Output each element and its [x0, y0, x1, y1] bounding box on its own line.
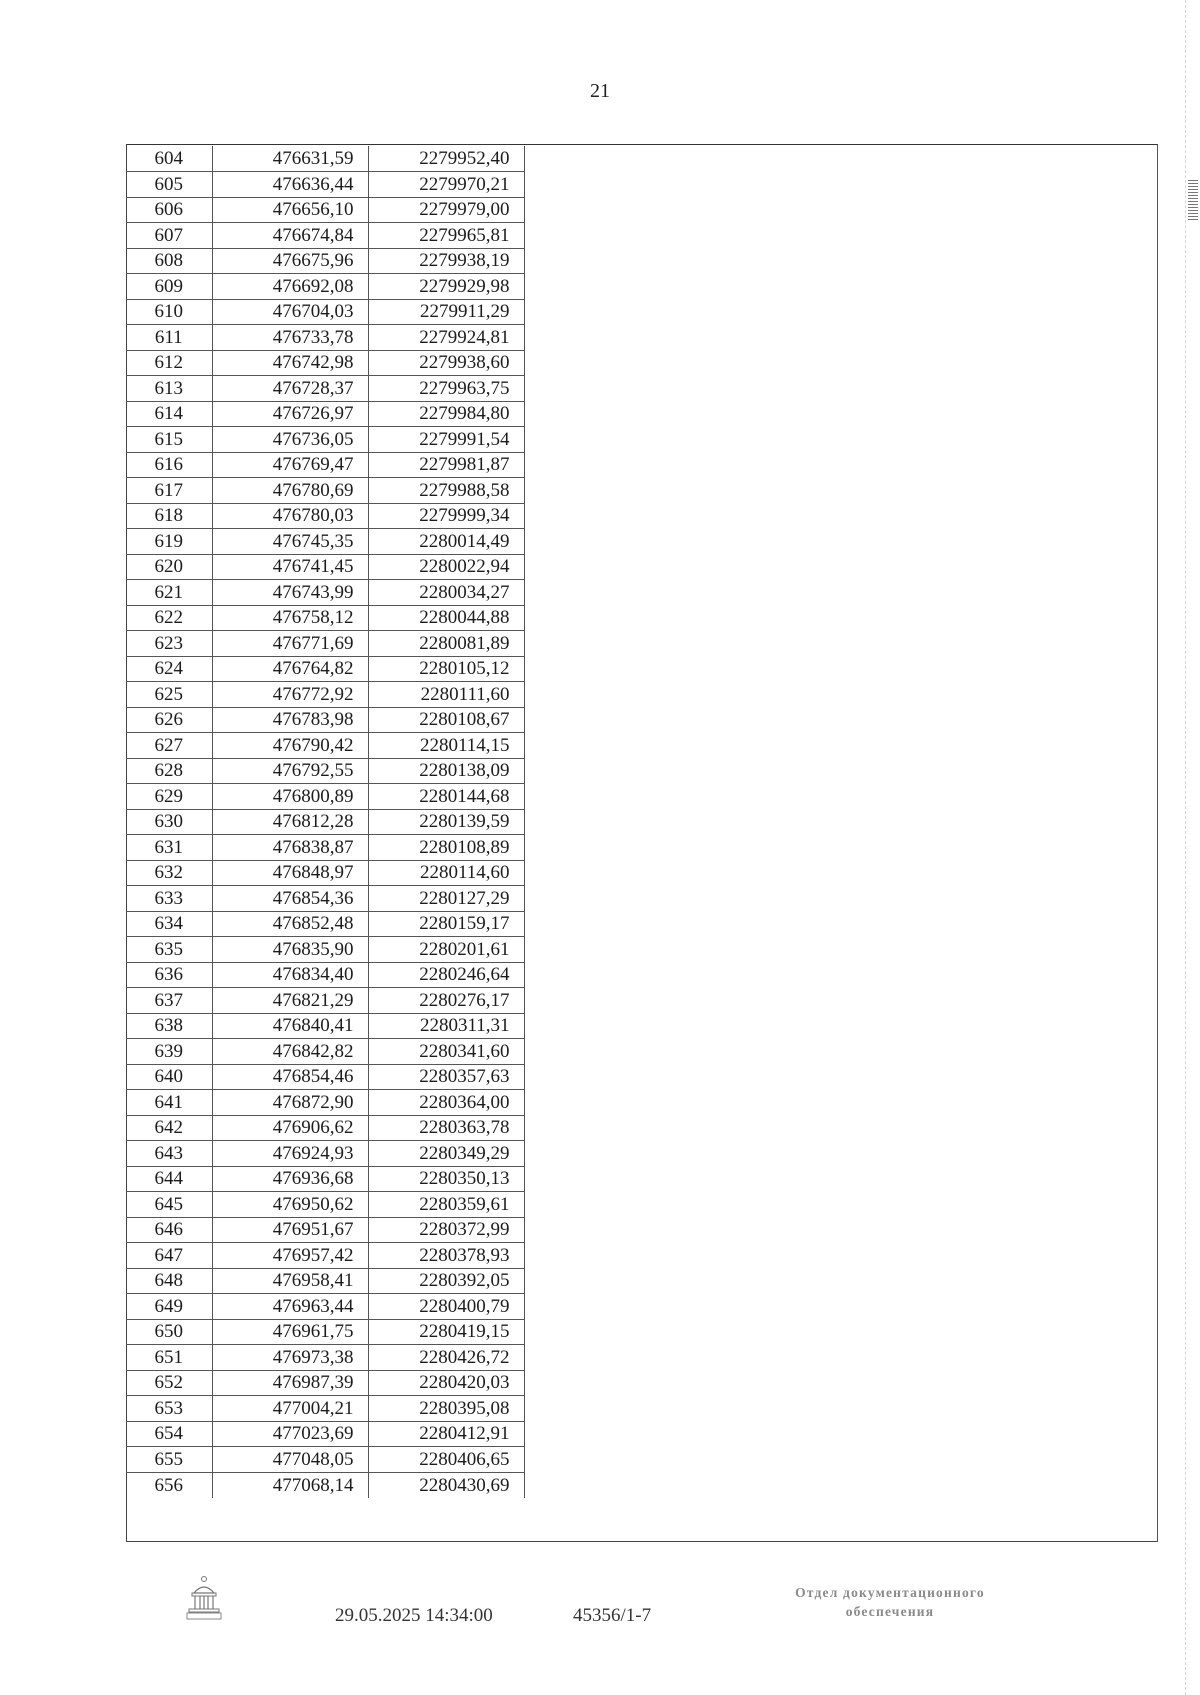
y-coordinate-cell: 2279991,54: [368, 427, 524, 453]
point-number-cell: 612: [126, 350, 212, 376]
table-row: [126, 860, 524, 886]
x-coordinate-cell: 476745,35: [212, 529, 368, 555]
table-row: [126, 554, 524, 580]
y-coordinate-cell: 2280359,61: [368, 1192, 524, 1218]
table-row: [126, 197, 524, 223]
y-coordinate-cell: 2280363,78: [368, 1115, 524, 1141]
point-number-cell: 652: [126, 1370, 212, 1396]
x-coordinate-cell: 476733,78: [212, 325, 368, 351]
y-coordinate-cell: 2280426,72: [368, 1345, 524, 1371]
x-coordinate-cell: 476631,59: [212, 146, 368, 172]
table-row: [126, 1472, 524, 1498]
table-row: [126, 1294, 524, 1320]
x-coordinate-cell: 476704,03: [212, 299, 368, 325]
point-number-cell: 619: [126, 529, 212, 555]
point-number-cell: 623: [126, 631, 212, 657]
table-row: [126, 325, 524, 351]
x-coordinate-cell: 476769,47: [212, 452, 368, 478]
coordinates-table-body: [126, 146, 524, 1498]
x-coordinate-cell: 476906,62: [212, 1115, 368, 1141]
x-coordinate-cell: 476812,28: [212, 809, 368, 835]
table-row: [126, 580, 524, 606]
point-number-cell: 650: [126, 1319, 212, 1345]
x-coordinate-cell: 476790,42: [212, 733, 368, 759]
x-coordinate-cell: 476958,41: [212, 1268, 368, 1294]
x-coordinate-cell: 476792,55: [212, 758, 368, 784]
y-coordinate-cell: 2280276,17: [368, 988, 524, 1014]
y-coordinate-cell: 2280022,94: [368, 554, 524, 580]
y-coordinate-cell: 2280311,31: [368, 1013, 524, 1039]
table-row: [126, 809, 524, 835]
x-coordinate-cell: 476692,08: [212, 274, 368, 300]
point-number-cell: 645: [126, 1192, 212, 1218]
point-number-cell: 643: [126, 1141, 212, 1167]
x-coordinate-cell: 476636,44: [212, 172, 368, 198]
point-number-cell: 641: [126, 1090, 212, 1116]
y-coordinate-cell: 2280430,69: [368, 1472, 524, 1498]
x-coordinate-cell: 476872,90: [212, 1090, 368, 1116]
point-number-cell: 617: [126, 478, 212, 504]
x-coordinate-cell: 476838,87: [212, 835, 368, 861]
y-coordinate-cell: 2280159,17: [368, 911, 524, 937]
point-number-cell: 627: [126, 733, 212, 759]
x-coordinate-cell: 476961,75: [212, 1319, 368, 1345]
scan-edge-marks: [1185, 0, 1200, 1695]
table-row: [126, 1447, 524, 1473]
y-coordinate-cell: 2280349,29: [368, 1141, 524, 1167]
point-number-cell: 625: [126, 682, 212, 708]
point-number-cell: 620: [126, 554, 212, 580]
table-row: [126, 146, 524, 172]
y-coordinate-cell: 2280246,64: [368, 962, 524, 988]
point-number-cell: 635: [126, 937, 212, 963]
y-coordinate-cell: 2280395,08: [368, 1396, 524, 1422]
y-coordinate-cell: 2280420,03: [368, 1370, 524, 1396]
y-coordinate-cell: 2280127,29: [368, 886, 524, 912]
point-number-cell: 607: [126, 223, 212, 249]
edge-barcode-icon: [1188, 180, 1198, 220]
x-coordinate-cell: 476656,10: [212, 197, 368, 223]
point-number-cell: 651: [126, 1345, 212, 1371]
table-row: [126, 631, 524, 657]
x-coordinate-cell: 476780,69: [212, 478, 368, 504]
table-row: [126, 503, 524, 529]
x-coordinate-cell: 476936,68: [212, 1166, 368, 1192]
x-coordinate-cell: 476854,46: [212, 1064, 368, 1090]
x-coordinate-cell: 476987,39: [212, 1370, 368, 1396]
point-number-cell: 656: [126, 1472, 212, 1498]
table-row: [126, 376, 524, 402]
y-coordinate-cell: 2280372,99: [368, 1217, 524, 1243]
x-coordinate-cell: 476924,93: [212, 1141, 368, 1167]
table-row: [126, 1319, 524, 1345]
y-coordinate-cell: 2280081,89: [368, 631, 524, 657]
table-row: [126, 886, 524, 912]
y-coordinate-cell: 2280341,60: [368, 1039, 524, 1065]
y-coordinate-cell: 2280144,68: [368, 784, 524, 810]
table-row: [126, 1243, 524, 1269]
y-coordinate-cell: 2280392,05: [368, 1268, 524, 1294]
table-row: [126, 1064, 524, 1090]
table-row: [126, 1217, 524, 1243]
table-row: [126, 962, 524, 988]
x-coordinate-cell: 476852,48: [212, 911, 368, 937]
point-number-cell: 626: [126, 707, 212, 733]
point-number-cell: 616: [126, 452, 212, 478]
table-row: [126, 733, 524, 759]
table-row: [126, 223, 524, 249]
x-coordinate-cell: 476842,82: [212, 1039, 368, 1065]
table-row: [126, 452, 524, 478]
table-row: [126, 1268, 524, 1294]
x-coordinate-cell: 476741,45: [212, 554, 368, 580]
point-number-cell: 606: [126, 197, 212, 223]
table-row: [126, 911, 524, 937]
y-coordinate-cell: 2279929,98: [368, 274, 524, 300]
point-number-cell: 634: [126, 911, 212, 937]
y-coordinate-cell: 2279981,87: [368, 452, 524, 478]
table-row: [126, 1421, 524, 1447]
footer-datetime: 29.05.2025 14:34:00: [335, 1605, 493, 1626]
point-number-cell: 636: [126, 962, 212, 988]
table-row: [126, 299, 524, 325]
x-coordinate-cell: 476840,41: [212, 1013, 368, 1039]
x-coordinate-cell: 477048,05: [212, 1447, 368, 1473]
point-number-cell: 644: [126, 1166, 212, 1192]
table-row: [126, 478, 524, 504]
x-coordinate-cell: 476800,89: [212, 784, 368, 810]
point-number-cell: 638: [126, 1013, 212, 1039]
stamp-line-2: обеспечения: [845, 1604, 935, 1619]
table-row: [126, 758, 524, 784]
y-coordinate-cell: 2280108,67: [368, 707, 524, 733]
x-coordinate-cell: 477004,21: [212, 1396, 368, 1422]
y-coordinate-cell: 2280114,15: [368, 733, 524, 759]
y-coordinate-cell: 2279988,58: [368, 478, 524, 504]
y-coordinate-cell: 2280400,79: [368, 1294, 524, 1320]
table-row: [126, 529, 524, 555]
point-number-cell: 633: [126, 886, 212, 912]
table-row: [126, 1141, 524, 1167]
table-row: [126, 1013, 524, 1039]
x-coordinate-cell: 476950,62: [212, 1192, 368, 1218]
x-coordinate-cell: 476848,97: [212, 860, 368, 886]
point-number-cell: 639: [126, 1039, 212, 1065]
point-number-cell: 640: [126, 1064, 212, 1090]
y-coordinate-cell: 2280139,59: [368, 809, 524, 835]
x-coordinate-cell: 476726,97: [212, 401, 368, 427]
y-coordinate-cell: 2280014,49: [368, 529, 524, 555]
x-coordinate-cell: 476854,36: [212, 886, 368, 912]
y-coordinate-cell: 2280378,93: [368, 1243, 524, 1269]
point-number-cell: 629: [126, 784, 212, 810]
x-coordinate-cell: 476758,12: [212, 605, 368, 631]
footer-document-number: 45356/1-7: [573, 1605, 652, 1626]
y-coordinate-cell: 2279952,40: [368, 146, 524, 172]
y-coordinate-cell: 2279979,00: [368, 197, 524, 223]
x-coordinate-cell: 476783,98: [212, 707, 368, 733]
point-number-cell: 631: [126, 835, 212, 861]
point-number-cell: 613: [126, 376, 212, 402]
x-coordinate-cell: 477068,14: [212, 1472, 368, 1498]
table-row: [126, 1090, 524, 1116]
point-number-cell: 647: [126, 1243, 212, 1269]
y-coordinate-cell: 2280357,63: [368, 1064, 524, 1090]
table-row: [126, 274, 524, 300]
x-coordinate-cell: 477023,69: [212, 1421, 368, 1447]
y-coordinate-cell: 2279938,19: [368, 248, 524, 274]
x-coordinate-cell: 476951,67: [212, 1217, 368, 1243]
y-coordinate-cell: 2280364,00: [368, 1090, 524, 1116]
y-coordinate-cell: 2280412,91: [368, 1421, 524, 1447]
point-number-cell: 608: [126, 248, 212, 274]
table-row: [126, 1192, 524, 1218]
y-coordinate-cell: 2280350,13: [368, 1166, 524, 1192]
point-number-cell: 642: [126, 1115, 212, 1141]
x-coordinate-cell: 476736,05: [212, 427, 368, 453]
table-row: [126, 835, 524, 861]
x-coordinate-cell: 476675,96: [212, 248, 368, 274]
table-row: [126, 1345, 524, 1371]
y-coordinate-cell: 2280108,89: [368, 835, 524, 861]
point-number-cell: 604: [126, 146, 212, 172]
x-coordinate-cell: 476764,82: [212, 656, 368, 682]
table-row: [126, 605, 524, 631]
x-coordinate-cell: 476728,37: [212, 376, 368, 402]
y-coordinate-cell: 2279938,60: [368, 350, 524, 376]
x-coordinate-cell: 476771,69: [212, 631, 368, 657]
point-number-cell: 624: [126, 656, 212, 682]
y-coordinate-cell: 2279924,81: [368, 325, 524, 351]
x-coordinate-cell: 476772,92: [212, 682, 368, 708]
coordinates-table: [126, 146, 525, 1498]
x-coordinate-cell: 476674,84: [212, 223, 368, 249]
y-coordinate-cell: 2280105,12: [368, 656, 524, 682]
point-number-cell: 611: [126, 325, 212, 351]
table-row: [126, 656, 524, 682]
x-coordinate-cell: 476834,40: [212, 962, 368, 988]
point-number-cell: 614: [126, 401, 212, 427]
y-coordinate-cell: 2279999,34: [368, 503, 524, 529]
x-coordinate-cell: 476835,90: [212, 937, 368, 963]
x-coordinate-cell: 476742,98: [212, 350, 368, 376]
table-row: [126, 350, 524, 376]
point-number-cell: 622: [126, 605, 212, 631]
building-emblem-icon: [184, 1575, 224, 1623]
table-row: [126, 1115, 524, 1141]
table-row: [126, 682, 524, 708]
table-row: [126, 784, 524, 810]
y-coordinate-cell: 2280406,65: [368, 1447, 524, 1473]
table-row: [126, 937, 524, 963]
x-coordinate-cell: 476780,03: [212, 503, 368, 529]
table-row: [126, 707, 524, 733]
table-row: [126, 1396, 524, 1422]
y-coordinate-cell: 2279911,29: [368, 299, 524, 325]
y-coordinate-cell: 2280138,09: [368, 758, 524, 784]
table-row: [126, 1039, 524, 1065]
x-coordinate-cell: 476973,38: [212, 1345, 368, 1371]
y-coordinate-cell: 2280419,15: [368, 1319, 524, 1345]
point-number-cell: 654: [126, 1421, 212, 1447]
point-number-cell: 653: [126, 1396, 212, 1422]
y-coordinate-cell: 2280114,60: [368, 860, 524, 886]
point-number-cell: 628: [126, 758, 212, 784]
department-stamp: [740, 1583, 1040, 1621]
x-coordinate-cell: 476957,42: [212, 1243, 368, 1269]
x-coordinate-cell: 476821,29: [212, 988, 368, 1014]
y-coordinate-cell: 2279970,21: [368, 172, 524, 198]
x-coordinate-cell: 476963,44: [212, 1294, 368, 1320]
y-coordinate-cell: 2280201,61: [368, 937, 524, 963]
point-number-cell: 618: [126, 503, 212, 529]
x-coordinate-cell: 476743,99: [212, 580, 368, 606]
y-coordinate-cell: 2279963,75: [368, 376, 524, 402]
point-number-cell: 610: [126, 299, 212, 325]
table-row: [126, 172, 524, 198]
point-number-cell: 655: [126, 1447, 212, 1473]
page-number: 21: [590, 80, 610, 102]
y-coordinate-cell: 2280044,88: [368, 605, 524, 631]
point-number-cell: 615: [126, 427, 212, 453]
table-row: [126, 988, 524, 1014]
point-number-cell: 637: [126, 988, 212, 1014]
point-number-cell: 630: [126, 809, 212, 835]
point-number-cell: 646: [126, 1217, 212, 1243]
table-row: [126, 1166, 524, 1192]
table-row: [126, 248, 524, 274]
point-number-cell: 605: [126, 172, 212, 198]
table-row: [126, 1370, 524, 1396]
point-number-cell: 621: [126, 580, 212, 606]
table-row: [126, 401, 524, 427]
point-number-cell: 632: [126, 860, 212, 886]
y-coordinate-cell: 2279965,81: [368, 223, 524, 249]
y-coordinate-cell: 2279984,80: [368, 401, 524, 427]
table-row: [126, 427, 524, 453]
y-coordinate-cell: 2280034,27: [368, 580, 524, 606]
point-number-cell: 649: [126, 1294, 212, 1320]
point-number-cell: 609: [126, 274, 212, 300]
stamp-line-1: Отдел документационного: [795, 1585, 985, 1600]
point-number-cell: 648: [126, 1268, 212, 1294]
y-coordinate-cell: 2280111,60: [368, 682, 524, 708]
